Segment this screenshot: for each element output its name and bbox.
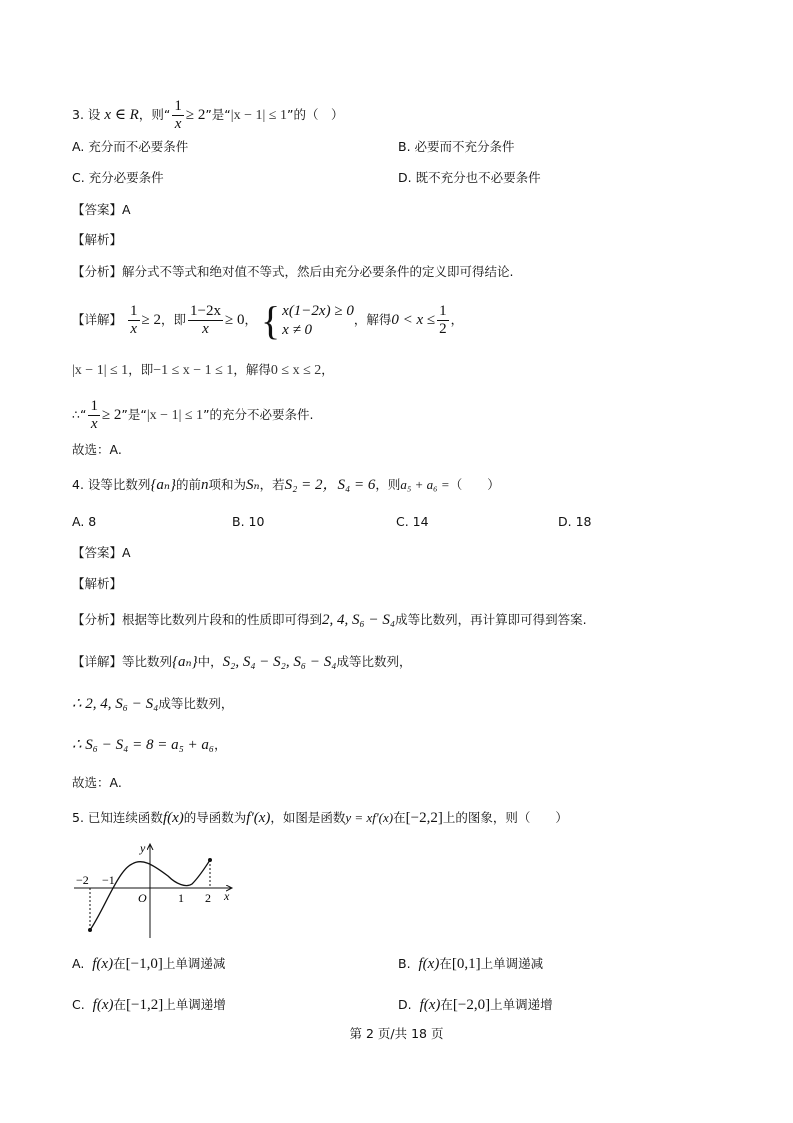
- q3-fenxi: 【分析】解分式不等式和绝对值不等式，然后由充分必要条件的定义即可得结论.: [72, 264, 514, 279]
- tick-2: 2: [205, 891, 211, 905]
- q3-analysis-tag: 【解析】: [72, 232, 123, 247]
- x-axis-label: x: [224, 889, 230, 903]
- q3-detail-line3: ∴“ $\frac{1}{x}$ ≥ 2”是“|x − 1| ≤ 1”的充分不必要条件.: [72, 398, 314, 432]
- fraction: $\frac{1}{x}$: [174, 98, 182, 132]
- q3-option-b: B. 必要而不充分条件: [398, 139, 515, 154]
- q3-detail-line2: |x − 1| ≤ 1，即−1 ≤ x − 1 ≤ 1，解得0 ≤ x ≤ 2，: [72, 362, 334, 378]
- tick-minus-1: −1: [102, 873, 115, 887]
- q4-fenxi: 【分析】根据等比数列片段和的性质即可得到2, 4, S₆ − S₄成等比数列，再计算即可得到答案.: [72, 612, 587, 628]
- q5-stem: 5. 已知连续函数f(x)的导函数为f′(x)，如图是函数y = xf′(x)在[−2,2]上的图象，则（ ）: [72, 810, 568, 826]
- q5-option-d: D. f(x)在[−2,0]上单调递增: [398, 997, 553, 1013]
- q3-number: 3.: [72, 107, 84, 122]
- brace: {: [260, 297, 281, 343]
- q4-option-d: D. 18: [558, 514, 592, 529]
- q4-number: 4.: [72, 477, 84, 492]
- q3-option-a: A. 充分而不必要条件: [72, 139, 189, 154]
- q3-option-d: D. 既不充分也不必要条件: [398, 170, 541, 185]
- q3-option-c: C. 充分必要条件: [72, 170, 164, 185]
- inequality-system: x(1−2x) ≥ 0 x ≠ 0: [282, 302, 354, 338]
- q4-detail-line1: 【详解】等比数列{aₙ}中，S₂, S₄ − S₂, S₆ − S₄成等比数列，: [72, 654, 412, 670]
- q4-stem: 4. 设等比数列{aₙ}的前n项和为Sₙ，若S₂ = 2，S₄ = 6，则a₅ + a₆ =（ ）: [72, 477, 500, 493]
- q4-choice: 故选：A.: [72, 775, 122, 790]
- q4-answer: 【答案】A: [72, 545, 131, 560]
- q5-option-c: C. f(x)在[−1,2]上单调递增: [72, 997, 226, 1013]
- page-footer: 第 2 页/共 18 页: [349, 1026, 444, 1041]
- y-axis-label: y: [140, 841, 146, 855]
- q3-stem: 3. 设 x ∈ R，则“ $\frac{1}{x}$ ≥ 2”是“|x − 1| ≤ 1”的（ ）: [72, 98, 344, 132]
- q4-detail-line2: ∴ 2, 4, S₆ − S₄成等比数列，: [72, 696, 234, 712]
- q4-detail-line3: ∴ S₆ − S₄ = 8 = a₅ + a₆，: [72, 737, 227, 753]
- q3-choice: 故选：A.: [72, 442, 122, 457]
- q5-option-b: B. f(x)在[0,1]上单调递减: [398, 956, 544, 972]
- q3-detail-line1: 【详解】 $\frac{1}{x}$ ≥ 2，即 $\frac{1-2x}{x}$ ≥ 0， { x(1−2x) ≥ 0 x ≠ 0 ，解得0 < x ≤ $\frac{1}{2}$ ，: [72, 297, 464, 343]
- q4-option-c: C. 14: [396, 514, 429, 529]
- tick-minus-2: −2: [76, 873, 89, 887]
- q4-option-a: A. 8: [72, 514, 97, 529]
- q3-answer: 【答案】A: [72, 202, 131, 217]
- q5-option-a: A. f(x)在[−1,0]上单调递减: [72, 956, 226, 972]
- q5-number: 5.: [72, 810, 84, 825]
- q4-option-b: B. 10: [232, 514, 265, 529]
- origin-label: O: [138, 891, 147, 905]
- function-graph: [72, 840, 242, 940]
- q4-analysis-tag: 【解析】: [72, 576, 123, 591]
- tick-1: 1: [178, 891, 184, 905]
